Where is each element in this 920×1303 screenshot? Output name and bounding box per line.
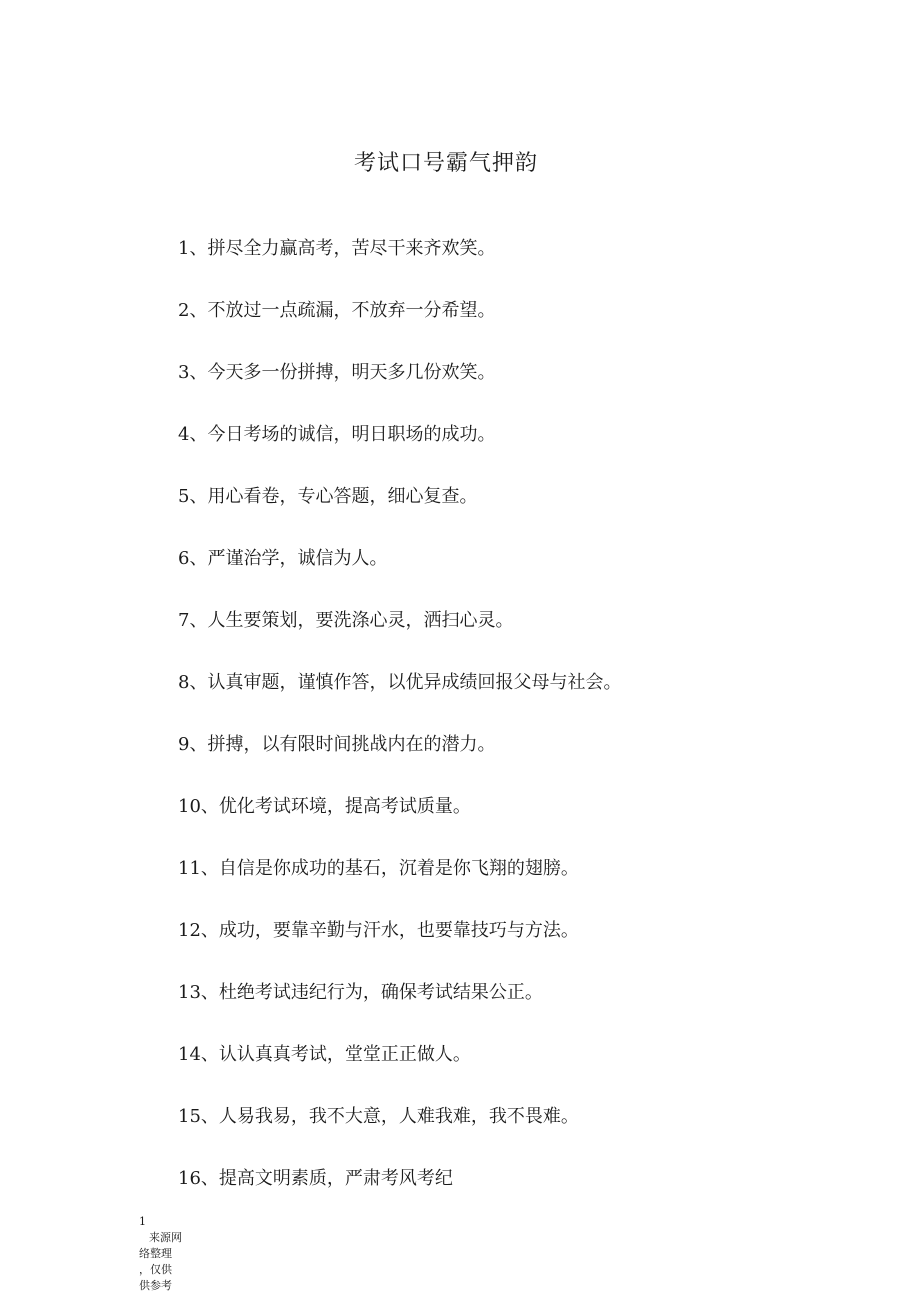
footer-note-line: ，仅供 <box>139 1263 172 1276</box>
footer-note-line: 络整理 <box>139 1247 172 1260</box>
slogan-item: 5、用心看卷，专心答题，细心复查。 <box>178 486 478 507</box>
footer-note-line: 供参考 <box>139 1279 172 1292</box>
slogan-item: 16、提高文明素质，严肃考风考纪 <box>178 1168 453 1189</box>
slogan-item: 11、自信是你成功的基石，沉着是你飞翔的翅膀。 <box>178 858 579 879</box>
slogan-item: 6、严谨治学，诚信为人。 <box>178 548 388 569</box>
slogan-item: 8、认真审题，谨慎作答，以优异成绩回报父母与社会。 <box>178 672 622 693</box>
slogan-item: 4、今日考场的诚信，明日职场的成功。 <box>178 424 496 445</box>
footer-note-line: 来源网 <box>149 1231 182 1244</box>
slogan-item: 10、优化考试环境，提高考试质量。 <box>178 796 471 817</box>
slogan-item: 3、今天多一份拼搏，明天多几份欢笑。 <box>178 362 496 383</box>
slogan-item: 2、不放过一点疏漏，不放弃一分希望。 <box>178 300 496 321</box>
slogan-item: 1、拼尽全力赢高考，苦尽干来齐欢笑。 <box>178 238 496 259</box>
footer-note <box>139 1214 199 1294</box>
slogan-item: 13、杜绝考试违纪行为，确保考试结果公正。 <box>178 982 543 1003</box>
slogan-item: 14、认认真真考试，堂堂正正做人。 <box>178 1044 471 1065</box>
page-number: 1 <box>139 1215 146 1228</box>
slogan-item: 9、拼搏，以有限时间挑战内在的潜力。 <box>178 734 496 755</box>
document-title: 考试口号霸气押韵 <box>353 151 538 176</box>
slogan-list <box>178 236 621 1228</box>
slogan-item: 15、人易我易，我不大意，人难我难，我不畏难。 <box>178 1106 579 1127</box>
slogan-item: 12、成功，要靠辛勤与汗水，也要靠技巧与方法。 <box>178 920 579 941</box>
slogan-item: 7、人生要策划，要洗涤心灵，洒扫心灵。 <box>178 610 514 631</box>
